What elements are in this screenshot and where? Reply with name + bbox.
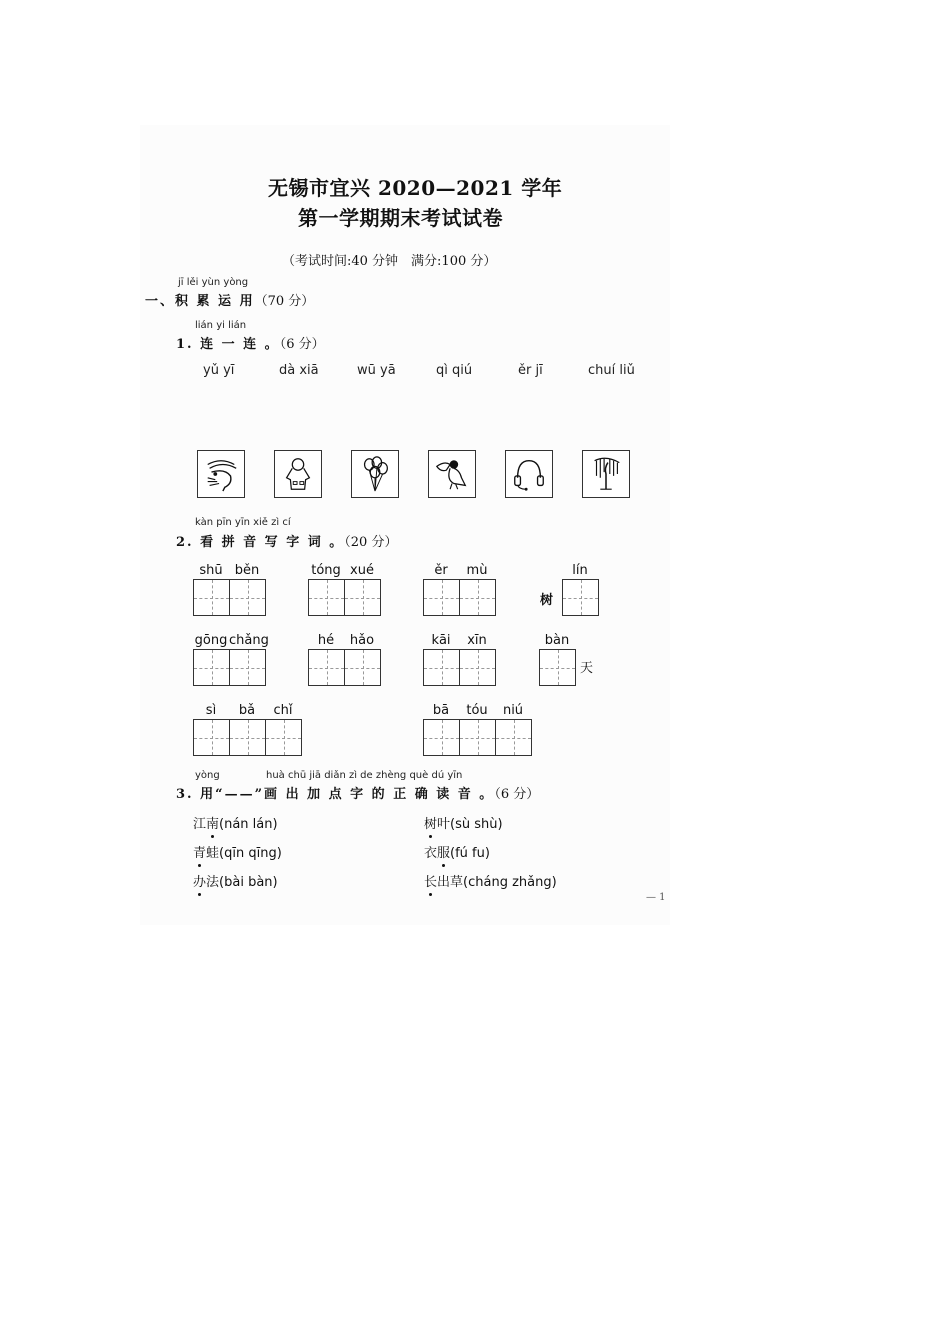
q2-pinyin: kàn pīn yīn xiě zì cí [195,517,291,528]
picture-shrimp [197,450,245,498]
picture-raincoat [274,450,322,498]
group-0-pinyin: shū běn [199,563,260,578]
group-9-pinyin: bā tóu niú [432,703,524,718]
reading-item-3: 衣服(fú fu) [424,846,490,861]
section1-heading [145,290,314,309]
section1-score: （70 分） [254,294,315,309]
word-3: qì qiú [436,363,473,378]
picture-headphones [505,450,553,498]
word-0: yǔ yī [203,363,235,378]
balloons-icon [356,455,394,493]
answer-grid-3[interactable] [562,579,599,616]
group-6-pinyin: kāi xīn [431,633,487,648]
answer-grid-5[interactable] [308,649,381,686]
q1-score: （6 分） [279,337,325,352]
group-3-pinyin: lín [572,563,588,578]
group-2-pinyin: ěr mù [434,563,488,578]
group-5-pinyin: hé hǎo [317,633,375,648]
crow-icon [433,455,471,493]
group-1-pinyin: tóng xué [311,563,374,578]
section1-label: 一、积 累 运 用 [145,294,255,309]
answer-grid-8[interactable] [193,719,302,756]
q3-pinyin-a: yòng [195,770,220,781]
word-2: wū yā [357,363,396,378]
section1-pinyin: jī lěi yùn yòng [178,277,249,288]
answer-grid-6[interactable] [423,649,496,686]
q3-heading [176,783,539,802]
word-4: ěr jī [518,363,543,378]
word-1: dà xiā [279,363,319,378]
willow-tree-icon [587,455,625,493]
group-7-suffix: 天 [580,661,594,676]
q3-pinyin-b: huà chū jiā diǎn zì de zhèng què dú yīn [266,770,463,781]
word-5: chuí liǔ [588,363,635,378]
reading-item-4: 办法(bài bàn) [193,875,278,890]
picture-balloons [351,450,399,498]
page-mark: — 1 [646,892,666,903]
q2-heading [176,531,397,550]
group-8-pinyin: sì bǎ chǐ [205,703,293,718]
group-7-pinyin: bàn [544,633,570,648]
answer-grid-0[interactable] [193,579,266,616]
picture-willow [582,450,630,498]
reading-item-2: 青蛙(qīn qīng) [193,846,282,861]
answer-grid-4[interactable] [193,649,266,686]
answer-grid-2[interactable] [423,579,496,616]
reading-item-1: 树叶(sù shù) [424,817,503,832]
title-line-2: 第一学期期末考试试卷 [298,206,503,230]
picture-crow [428,450,476,498]
answer-grid-9[interactable] [423,719,532,756]
group-4-pinyin: gōng chǎng [194,633,269,648]
q1-pinyin: lián yi lián [195,320,247,331]
group-3-prefix: 树 [540,593,554,608]
q1-heading [176,333,325,352]
q2-label: 2. 看 拼 音 写 字 词 。 [176,535,345,550]
exam-info: （考试时间:40 分钟 满分:100 分） [282,254,497,269]
headphones-icon [510,455,548,493]
q1-label: 1. 连 一 连 。 [176,337,280,352]
q3-label: 3. 用“——”画 出 加 点 字 的 正 确 读 音 。 [176,787,495,802]
q2-score: （20 分） [344,535,398,550]
answer-grid-1[interactable] [308,579,381,616]
raincoat-icon [279,455,317,493]
reading-item-5: 长出草(cháng zhǎng) [424,875,557,890]
reading-item-0: 江南(nán lán) [193,817,278,832]
shrimp-icon [202,455,240,493]
title-line-1: 无锡市宜兴 2020—2021 学年 [268,176,563,200]
q3-score: （6 分） [494,787,540,802]
answer-grid-7[interactable] [539,649,576,686]
